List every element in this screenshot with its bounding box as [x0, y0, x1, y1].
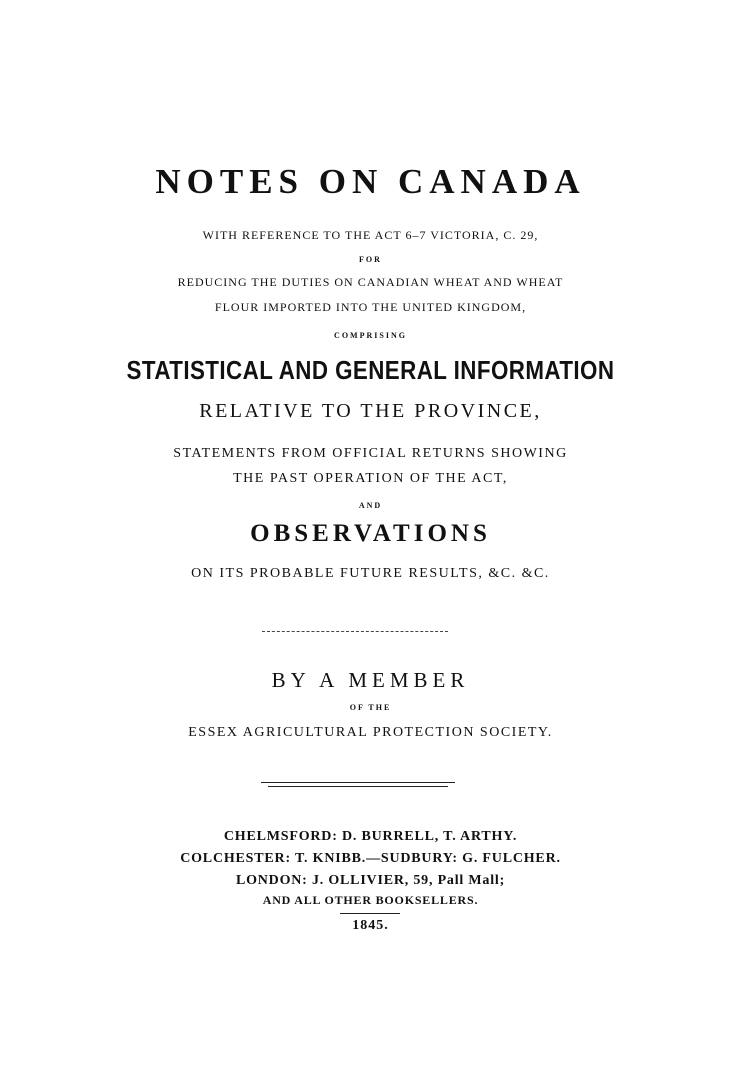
comprising-word: COMPRISING: [334, 331, 407, 340]
book-title: NOTES ON CANADA: [155, 162, 586, 201]
byline: BY A MEMBER: [271, 668, 470, 692]
subtitle-reducing-duties: REDUCING THE DUTIES ON CANADIAN WHEAT AND WHEAT: [177, 275, 564, 289]
heading-statistical: STATISTICAL AND GENERAL INFORMATION: [126, 355, 615, 385]
for-word: FOR: [359, 255, 382, 264]
divider-rule: [261, 782, 455, 783]
of-the: OF THE: [349, 703, 392, 712]
imprint-booksellers: AND ALL OTHER BOOKSELLERS.: [262, 893, 479, 907]
statements-line-1: STATEMENTS FROM OFFICIAL RETURNS SHOWING: [173, 446, 568, 461]
publication-year: 1845.: [352, 918, 389, 933]
imprint-london: LONDON: J. OLLIVIER, 59, Pall Mall;: [235, 873, 506, 888]
imprint-chelmsford: CHELMSFORD: D. BURRELL, T. ARTHY.: [223, 829, 518, 844]
and-word: AND: [358, 501, 383, 510]
probable-results: ON ITS PROBABLE FUTURE RESULTS, &C. &C.: [191, 566, 550, 581]
relative-to-province: RELATIVE TO THE PROVINCE,: [199, 400, 542, 422]
year-rule: [340, 913, 400, 914]
ornamental-rule: [262, 631, 448, 632]
society-name: ESSEX AGRICULTURAL PROTECTION SOCIETY.: [188, 725, 553, 740]
subtitle-flour-imported: FLOUR IMPORTED INTO THE UNITED KINGDOM,: [214, 300, 527, 314]
imprint-colchester: COLCHESTER: T. KNIBB.—SUDBURY: G. FULCHER.: [180, 851, 561, 866]
subtitle-act-reference: WITH REFERENCE TO THE ACT 6–7 VICTORIA, C. 29,: [202, 228, 539, 242]
statements-line-2: THE PAST OPERATION OF THE ACT,: [233, 471, 508, 486]
divider-rule-thin: [268, 786, 448, 787]
heading-observations: OBSERVATIONS: [250, 520, 491, 547]
